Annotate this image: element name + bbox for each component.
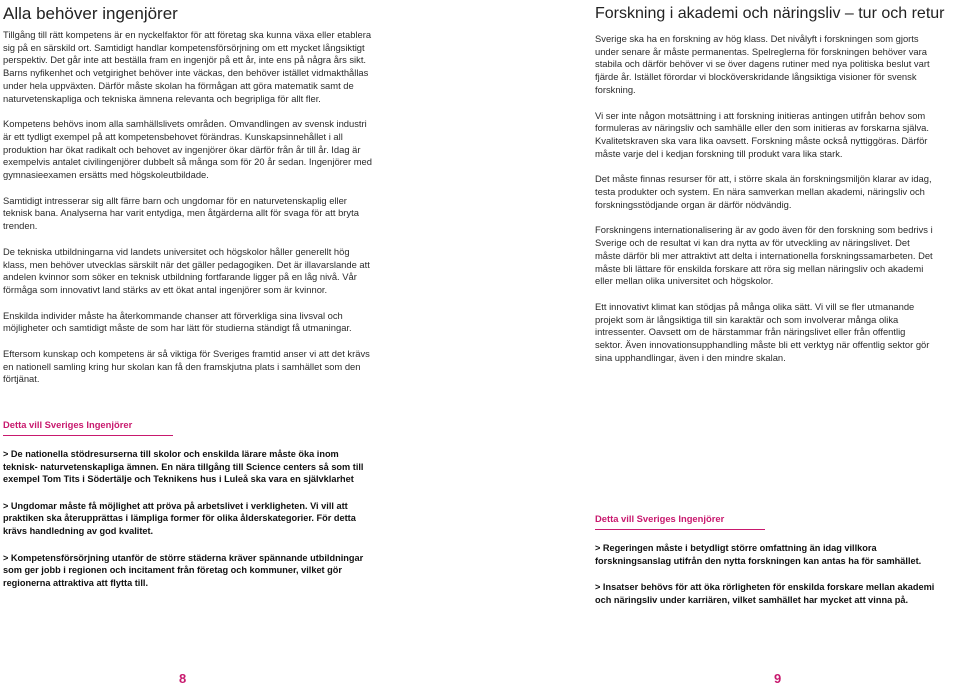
body-paragraph: Tillgång till rätt kompetens är en nyckelfaktor för att företag ska kunna växa eller etablera sig på en särskild ort. Samtidigt handlar kompetensförsörjning om ett mycket långsiktigt perspektiv. Det går inte att beställa fram en ingenjör på ett år, inte ens på några års sikt. Barns nyfikenhet och vetgirighet behöver inte väckas, den behöver istället vidmakthållas under hela uppväxten. Därför måste skolan ha förmågan att göra matematik samt de naturvetenskapliga och tekniska ämnena relevanta och begripliga för allt fler. (3, 29, 372, 104)
left-main-column (3, 4, 373, 24)
body-paragraph: Samtidigt intresserar sig allt färre barn och ungdomar för en naturvetenskaplig eller teknisk bana. Analyserna har varit entydiga, men åtgärderna allt för svaga för att bryta trenden. (3, 194, 359, 232)
left-demands-box (3, 419, 373, 603)
body-paragraph: Forskningens internationalisering är av godo även för den forskning som bedrivs i Sverige och de resultat vi kan dra nytta av för utveckling av näringslivet. Det måste därför bli mer attraktivt att delta i internationella forskningssamarbeten. Det måste bli lättare för enskilda forskare att röra sig mellan näringsliv och akademi eller mellan olika universitet och högskolor. (595, 224, 933, 287)
right-main-column (595, 4, 945, 24)
right-page (480, 0, 960, 685)
right-body-text (595, 33, 935, 377)
body-paragraph: Vi ser inte någon motsättning i att forskning initieras antingen utifrån behov som formuleras av näringsliv och samhälle eller den som initieras av forskarna själva. Kvalitetskraven ska vara lika oavsett. Forskning måste också nyttiggöras. Därför måste varje del i kedjan forskning till produkt vara lika stark. (595, 109, 929, 159)
body-paragraph: Sverige ska ha en forskning av hög klass. Det nivålyft i forskningen som gjorts under senare år måste permanentas. Spelreglerna för forskningen behöver vara stabila och därför behöver vi se över dagens rutiner med nya politiska beslut vart fjärde år. Istället förordar vi blocköverskridande långsiktiga visioner för svensk forskning. (595, 33, 930, 95)
left-page (0, 0, 480, 685)
demand-item: > De nationella stödresurserna till skolor och enskilda lärare måste öka inom teknisk- naturvetenskapliga ämnen. En nära tillgång till Science centers så som till exempel Tom Tits i Södertälje och Teknikens hus i Luleå ska vara en självklarhet (3, 449, 364, 485)
body-paragraph: Kompetens behövs inom alla samhällslivets områden. Omvandlingen av svensk industri är ett tydligt exempel på att kompetensbehovet förändras. Kunskapsinnehållet i all produktion har ökat radikalt och behovet av ingenjörer ökar därför från år till år. Idag är exempelvis antalet civilingenjörer dubbelt så många som för 20 år sedan. Ingenjörer med gymnasieexamen ersätts med högskoleutbildade. (3, 118, 372, 181)
page-number: 8 (179, 671, 187, 686)
right-demands-box (595, 513, 935, 620)
body-paragraph: Det måste finnas resurser för att, i större skala än forskningsmiljön klarar av idag, testa produkter och system. En nära samverkan mellan akademi, näringsliv och forskningsstödjande organ är därför nödvändig. (595, 173, 932, 210)
body-paragraph: Enskilda individer måste ha återkommande chanser att förverkliga sina livsval och möjligheter och samtidigt måste de som har lätt för studierna ständigt få utmaningar. (3, 309, 352, 334)
left-body-text (3, 29, 373, 399)
demand-item: > Regeringen måste i betydligt större omfattning än idag villkora forskningsanslag utifrån den nytta forskningen kan antas ha för samhället. (595, 543, 922, 566)
demand-item: > Ungdomar måste få möjlighet att pröva på arbetslivet i verkligheten. Vi vill att praktiken ska återupprättas i lämpliga former för olika ålderskategorier. För detta krävs handledning av god kvalitet. (3, 500, 356, 536)
body-paragraph: De tekniska utbildningarna vid landets universitet och högskolor håller generellt hög klass, men behöver utvecklas särskilt när det gäller pedagogiken. Det är illavarslande att andelen kvinnor som söker en teknisk utbildning fortfarande ligger på en låg nivå. Vår förmåga som innovativt land stärks av ett ökat antal ingenjörer som är kvinnor. (3, 245, 370, 295)
demand-item: > Kompetensförsörjning utanför de större städerna kräver spännande utbildningar som ger jobb i regionen och incitament från företag och kommuner, vilket gör regionerna attraktiva att flytta till. (3, 552, 364, 588)
right-page-title: Forskning i akademi och näringsliv – tur och retur (595, 5, 945, 22)
demands-heading: Detta vill Sveriges Ingenjörer (595, 513, 725, 524)
page-number: 9 (774, 671, 782, 686)
left-page-title: Alla behöver ingenjörer (3, 4, 178, 23)
body-paragraph: Ett innovativt klimat kan stödjas på många olika sätt. Vi vill se fler utmanande projekt som är långsiktiga till sin karaktär och som involverar många olika intressenter. Oavsett om de härstammar från näringslivet eller från offentlig sektor. Även innovationsupphandling måste bli ett verktyg när offentlig sektor gör sina upphandlingar, även i den mindre skalan. (595, 300, 930, 363)
body-paragraph: Eftersom kunskap och kompetens är så viktiga för Sveriges framtid anser vi att det krävs en nationell samling kring hur skolan kan få den framskjutna plats i samhället som den förtjänat. (3, 348, 370, 385)
demand-item: > Insatser behövs för att öka rörligheten för enskilda forskare mellan akademi och näringsliv under karriären, vilket samhället har mycket att vinna på. (595, 582, 935, 605)
demands-heading: Detta vill Sveriges Ingenjörer (3, 419, 133, 430)
